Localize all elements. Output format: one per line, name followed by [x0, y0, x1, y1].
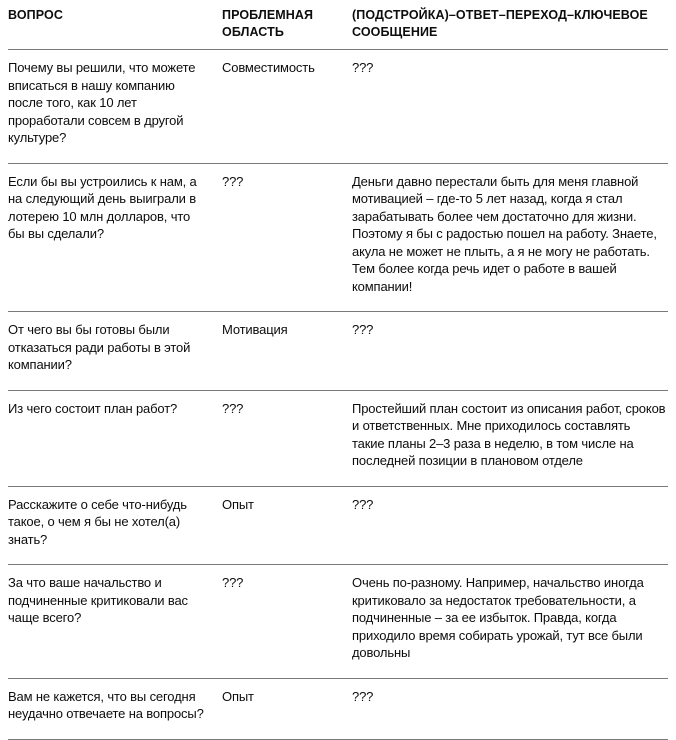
header-problem-area: ПРОБЛЕМНАЯ ОБЛАСТЬ	[222, 8, 314, 39]
table-row	[8, 391, 668, 487]
answer-cell: ???	[352, 322, 374, 337]
question-cell: Если бы вы устроились к нам, а на следующий день выиграли в лотерею 10 млн долларов, что бы вы сделали?	[8, 173, 197, 241]
table-row	[8, 565, 668, 679]
answer-cell: Деньги давно перестали быть для меня главной мотивацией – где-то 5 лет назад, когда я стал зарабатывать более чем достаточно для жизни. Поэтому я бы с радостью пошел на работу. Знаете, акула не может не плыть, а я не могу не работать. Тем более когда речь идет о работе в вашей компании!	[352, 173, 657, 294]
problem-area-cell: Опыт	[222, 688, 254, 704]
question-cell: За что ваше начальство и подчиненные критиковали вас чаще всего?	[8, 575, 188, 625]
answer-cell: ???	[352, 688, 374, 704]
table-header-row	[8, 0, 668, 50]
problem-area-cell: Опыт	[222, 496, 254, 512]
interview-questions-table	[8, 0, 668, 740]
answer-cell: Очень по-разному. Например, начальство иногда критиковало за недостаток требовательности, а подчиненные – за ее избыток. Правда, когда приходило время собирать урожай, тут все были довольны	[352, 575, 644, 660]
question-cell: Расскажите о себе что-нибудь такое, о чем я бы не хотел(а) знать?	[8, 496, 187, 547]
table-row	[8, 164, 668, 313]
problem-area-cell: ???	[222, 400, 244, 416]
problem-area-cell: Мотивация	[222, 322, 288, 337]
problem-area-cell: ???	[222, 173, 244, 189]
question-cell: От чего вы бы готовы были отказаться ради работы в этой компании?	[8, 322, 191, 372]
table-row	[8, 679, 668, 740]
table-row	[8, 487, 668, 566]
answer-cell: ???	[352, 496, 374, 512]
question-cell: Почему вы решили, что можете вписаться в нашу компанию после того, как 10 лет проработали совсем в другой культуре?	[8, 60, 196, 145]
table-row	[8, 50, 668, 164]
answer-cell: ???	[352, 60, 374, 75]
problem-area-cell: Совместимость	[222, 60, 315, 75]
question-cell: Вам не кажется, что вы сегодня неудачно отвечаете на вопросы?	[8, 688, 204, 721]
question-cell: Из чего состоит план работ?	[8, 400, 178, 416]
table-row	[8, 312, 668, 391]
problem-area-cell: ???	[222, 575, 244, 590]
answer-cell: Простейший план состоит из описания работ, сроков и ответственных. Мне приходилось составлять такие планы 2–3 раза в неделю, в том числе на последней позиции в плановом отделе	[352, 400, 666, 468]
header-answer: (ПОДСТРОЙКА)–ОТВЕТ–ПЕРЕХОД–КЛЮЧЕВОЕ СООБЩЕНИЕ	[352, 8, 648, 39]
header-question: ВОПРОС	[8, 8, 63, 22]
